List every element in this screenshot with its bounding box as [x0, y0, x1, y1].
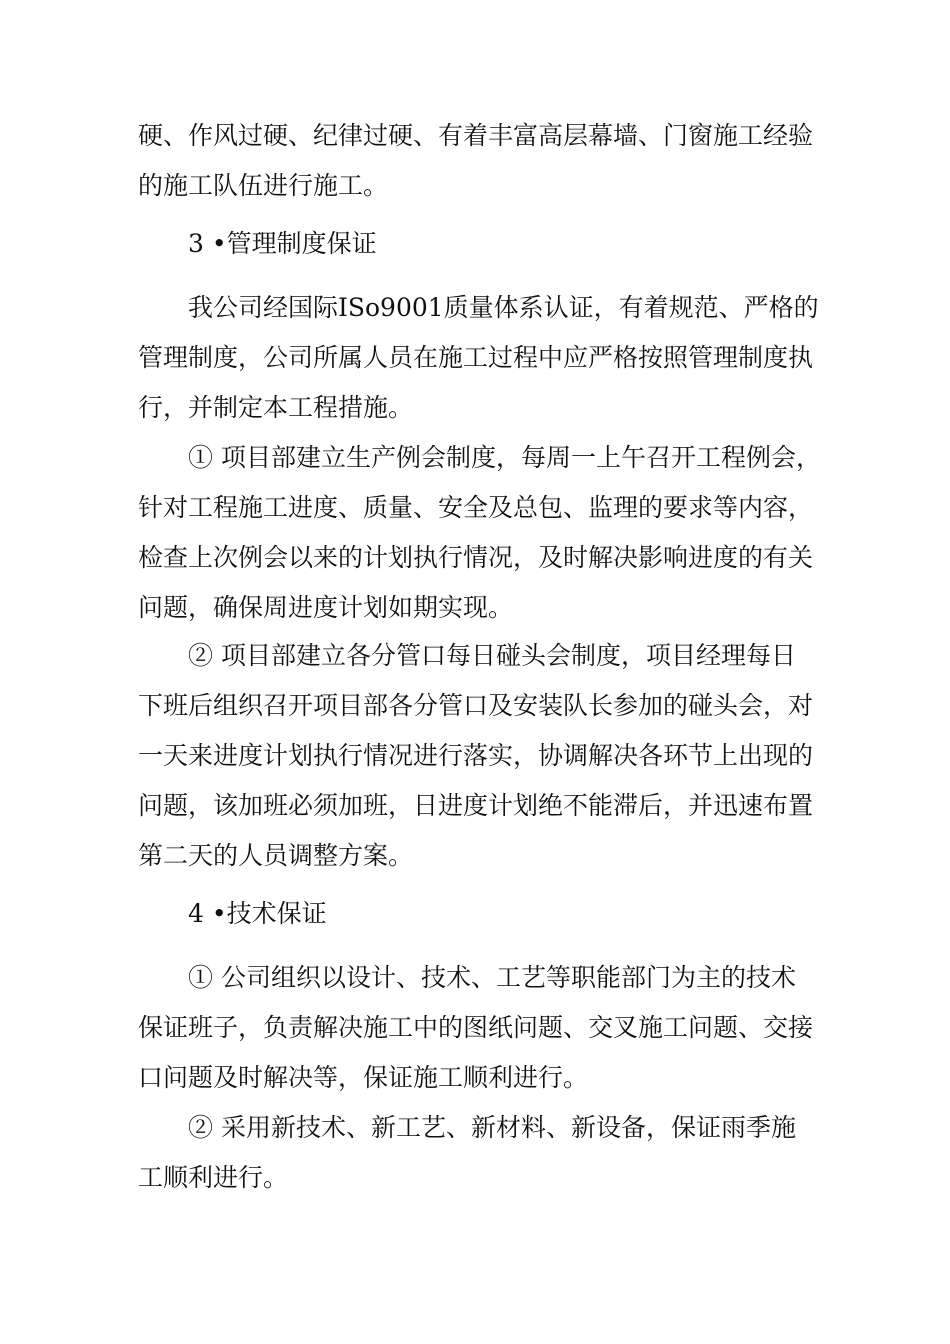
paragraph-line: 的施工队伍进行施工。 [138, 171, 389, 200]
paragraph-line: 下班后组织召开项目部各分管口及安装队长参加的碰头会，对 [138, 691, 814, 720]
section-heading: 4 •技术保证 [188, 899, 327, 928]
paragraph-line: 保证班子，负责解决施工中的图纸问题、交叉施工问题、交接 [138, 1013, 814, 1042]
paragraph-line: ① 公司组织以设计、技术、工艺等职能部门为主的技术 [188, 963, 796, 992]
paragraph-line: 问题，该加班必须加班，日进度计划绝不能滞后，并迅速布置 [138, 791, 814, 820]
paragraph-line: 管理制度，公司所属人员在施工过程中应严格按照管理制度执 [138, 343, 814, 372]
paragraph-line: ② 采用新技术、新工艺、新材料、新设备，保证雨季施 [188, 1113, 796, 1142]
paragraph-line: 工顺利进行。 [138, 1163, 289, 1192]
paragraph-line: 我公司经国际ISo9001质量体系认证，有着规范、严格的 [188, 293, 819, 322]
paragraph-line: ① 项目部建立生产例会制度，每周一上午召开工程例会， [188, 443, 821, 472]
paragraph-line: 一天来进度计划执行情况进行落实，协调解决各环节上出现的 [138, 741, 814, 770]
paragraph-line: 问题，确保周进度计划如期实现。 [138, 593, 514, 622]
paragraph-line: 检查上次例会以来的计划执行情况，及时解决影响进度的有关 [138, 543, 814, 572]
paragraph-line: 口问题及时解决等，保证施工顺利进行。 [138, 1063, 589, 1092]
paragraph-line: 第二天的人员调整方案。 [138, 841, 414, 870]
section-heading: 3 •管理制度保证 [188, 229, 377, 258]
paragraph-line: 行，并制定本工程措施。 [138, 393, 414, 422]
paragraph-line: 针对工程施工进度、质量、安全及总包、监理的要求等内容， [138, 493, 814, 522]
paragraph-line: 硬、作风过硬、纪律过硬、有着丰富高层幕墙、门窗施工经验 [138, 121, 814, 150]
paragraph-line: ② 项目部建立各分管口每日碰头会制度，项目经理每日 [188, 641, 796, 670]
